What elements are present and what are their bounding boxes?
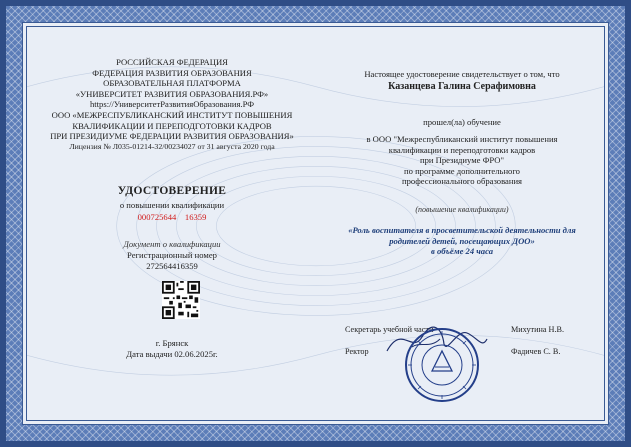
rector-name: Фадичев С. В. — [511, 347, 561, 356]
org-line: профессионального образования — [402, 176, 522, 187]
header-line: ООО «МЕЖРЕСПУБЛИКАНСКИЙ ИНСТИТУТ ПОВЫШЕНИЯ — [51, 109, 293, 120]
course-hours: в объёме 24 часа — [431, 246, 493, 257]
org-line: в ООО "Межреспубликанский институт повышения — [366, 134, 558, 144]
header-line: ОБРАЗОВАТЕЛЬНАЯ ПЛАТФОРМА — [103, 78, 241, 89]
recipient-name: Казанцева Галина Серафимовна — [388, 81, 536, 92]
number-part-1: 000725644 — [137, 212, 177, 222]
organization-block — [317, 134, 605, 187]
certification-intro: Настоящее удостоверение свидетельствует о том, что — [364, 69, 560, 79]
secretary-name: Михутина Н.В. — [511, 325, 565, 334]
official-seal-icon — [404, 327, 480, 403]
registration-label: Регистрационный номер — [127, 250, 217, 260]
header-line: https://УниверситетРазвитияОбразования.РФ — [89, 99, 255, 110]
qr-code[interactable] — [162, 281, 200, 319]
org-line: квалификации и переподготовки кадров — [388, 144, 536, 155]
header-line: «УНИВЕРСИТЕТ РАЗВИТИЯ ОБРАЗОВАНИЯ.РФ» — [75, 88, 269, 99]
header-line: ФЕДЕРАЦИЯ РАЗВИТИЯ ОБРАЗОВАНИЯ — [92, 67, 252, 78]
program-type: (повышение квалификации) — [415, 205, 509, 214]
course-line: «Роль воспитателя в просветительской деятельности для — [348, 225, 576, 235]
rector-label: Ректор — [345, 347, 369, 356]
certificate-body — [26, 26, 605, 421]
secretary-label: Секретарь учебной части — [345, 325, 434, 334]
header-line: РОССИЙСКАЯ ФЕДЕРАЦИЯ — [116, 57, 228, 67]
org-line: при Президиуме ФРО" — [419, 155, 504, 166]
issue-date: Дата выдачи 02.06.2025г. — [126, 349, 218, 359]
certificate-number — [27, 212, 317, 222]
issuer-header — [27, 57, 317, 152]
registration-number: 272564416359 — [146, 261, 198, 271]
header-line: ПРИ ПРЕЗИДИУМЕ ФЕДЕРАЦИИ РАЗВИТИЯ ОБРАЗОВАНИЯ» — [50, 131, 294, 142]
training-status: прошел(ла) обучение — [423, 117, 501, 127]
number-part-2: 16359 — [184, 212, 207, 222]
org-line: по программе дополнительного — [404, 165, 520, 176]
issue-city: г. Брянск — [155, 338, 189, 348]
course-line: родителей детей, посещающих ДОО» — [389, 235, 535, 246]
license-line: Лицензия № Л035-01214-32/00234027 от 31 августа 2020 года — [69, 141, 275, 151]
certificate-title: УДОСТОВЕРЕНИЕ — [117, 185, 227, 197]
course-block — [317, 225, 605, 257]
document-label: Документ о квалификации — [123, 239, 221, 249]
certificate-subtitle: о повышении квалификации — [119, 200, 225, 210]
header-line: КВАЛИФИКАЦИИ И ПЕРЕПОДГОТОВКИ КАДРОВ — [72, 120, 272, 131]
